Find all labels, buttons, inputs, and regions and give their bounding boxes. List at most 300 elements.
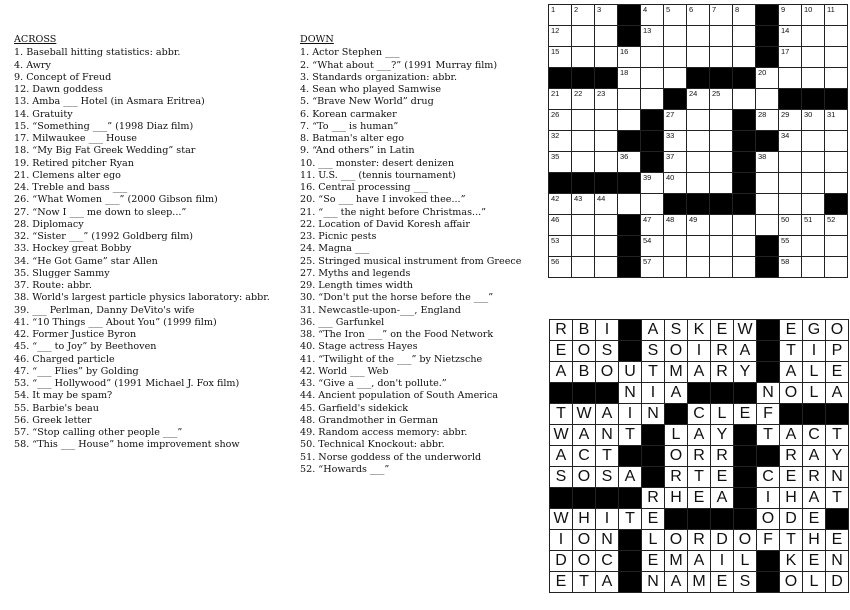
- grid-cell[interactable]: [664, 236, 687, 257]
- answer-cell: E: [826, 530, 849, 551]
- grid-cell[interactable]: [595, 131, 618, 152]
- answer-cell: E: [642, 551, 665, 572]
- grid-cell[interactable]: [687, 131, 710, 152]
- down-clue: 49. Random access memory: abbr.: [300, 427, 468, 438]
- grid-cell[interactable]: [595, 26, 618, 47]
- grid-cell[interactable]: [687, 236, 710, 257]
- down-clue: 36. ___ Garfunkel: [300, 316, 385, 328]
- black-square: [756, 5, 779, 26]
- answer-cell: S: [596, 467, 619, 488]
- grid-cell[interactable]: [595, 152, 618, 173]
- black-square: [572, 173, 595, 194]
- answer-cell: E: [711, 467, 734, 488]
- grid-cell[interactable]: [733, 257, 756, 278]
- grid-cell[interactable]: [618, 47, 641, 68]
- answer-cell: O: [573, 467, 596, 488]
- black-square: [595, 173, 618, 194]
- answer-cell: E: [550, 572, 573, 593]
- grid-cell[interactable]: [802, 26, 825, 47]
- answer-cell: E: [711, 572, 734, 593]
- grid-cell[interactable]: [825, 110, 848, 131]
- grid-cell[interactable]: [710, 131, 733, 152]
- down-clue: 9. “And others” in Latin: [300, 145, 415, 157]
- clue-number: 56: [551, 257, 560, 266]
- grid-cell[interactable]: [572, 47, 595, 68]
- across-clue: 41. “10 Things ___ About You” (1999 film): [14, 316, 217, 328]
- answer-cell: O: [573, 530, 596, 551]
- black-square: [619, 488, 642, 509]
- grid-cell[interactable]: [756, 89, 779, 110]
- grid-cell[interactable]: [802, 173, 825, 194]
- clue-number: 24: [689, 89, 698, 98]
- grid-cell[interactable]: [710, 26, 733, 47]
- grid-cell[interactable]: [572, 5, 595, 26]
- across-clue: 42. Former Justice Byron: [14, 329, 137, 340]
- grid-cell[interactable]: [618, 152, 641, 173]
- answer-cell: R: [665, 467, 688, 488]
- answer-cell: S: [596, 341, 619, 362]
- black-square: [757, 551, 780, 572]
- clue-number: 12: [551, 26, 560, 35]
- grid-cell[interactable]: [687, 89, 710, 110]
- grid-cell[interactable]: [802, 110, 825, 131]
- clue-number: 33: [666, 131, 675, 140]
- down-clue: 43. “Give a ___, don't pollute.”: [300, 378, 447, 389]
- grid-cell[interactable]: [825, 47, 848, 68]
- grid-cell[interactable]: [802, 5, 825, 26]
- answer-cell: E: [711, 320, 734, 341]
- grid-cell[interactable]: [687, 47, 710, 68]
- grid-cell[interactable]: [825, 131, 848, 152]
- black-square: [618, 173, 641, 194]
- black-square: [688, 383, 711, 404]
- across-clue: 53. “___ Hollywood” (1991 Michael J. Fox film): [14, 378, 240, 389]
- black-square: [825, 89, 848, 110]
- grid-cell[interactable]: [802, 215, 825, 236]
- black-square: [734, 488, 757, 509]
- black-square: [664, 194, 687, 215]
- answer-cell: O: [757, 509, 780, 530]
- grid-cell[interactable]: [825, 152, 848, 173]
- black-square: [572, 68, 595, 89]
- grid-cell[interactable]: [641, 26, 664, 47]
- grid-cell[interactable]: [756, 110, 779, 131]
- empty-crossword-grid: [548, 4, 848, 278]
- clue-number: 11: [827, 5, 835, 14]
- grid-cell[interactable]: [779, 5, 802, 26]
- grid-cell[interactable]: [595, 5, 618, 26]
- grid-cell[interactable]: [595, 194, 618, 215]
- black-square: [757, 572, 780, 593]
- down-clue: 38. “The Iron ___” on the Food Network: [300, 329, 494, 340]
- grid-cell[interactable]: [756, 194, 779, 215]
- answer-cell: E: [780, 320, 803, 341]
- grid-cell[interactable]: [779, 257, 802, 278]
- answer-cell: F: [757, 530, 780, 551]
- grid-cell[interactable]: [733, 5, 756, 26]
- grid-cell[interactable]: [572, 236, 595, 257]
- black-square: [757, 341, 780, 362]
- clue-number: 52: [827, 215, 836, 224]
- answer-cell: N: [619, 383, 642, 404]
- black-square: [710, 194, 733, 215]
- grid-cell[interactable]: [710, 236, 733, 257]
- grid-cell[interactable]: [549, 26, 572, 47]
- down-clue: 27. Myths and legends: [300, 267, 411, 279]
- answer-cell: E: [826, 362, 849, 383]
- grid-cell[interactable]: [710, 152, 733, 173]
- answer-cell: A: [826, 383, 849, 404]
- grid-cell[interactable]: [595, 257, 618, 278]
- down-clue: 1. Actor Stephen ___: [300, 47, 400, 59]
- across-clue: 35. Slugger Sammy: [14, 267, 110, 279]
- across-clue: 27. “Now I ___ me down to sleep...”: [14, 206, 187, 218]
- black-square: [573, 383, 596, 404]
- answer-cell: B: [573, 320, 596, 341]
- answer-cell: A: [734, 341, 757, 362]
- down-clue: 45. Garfield's sidekick: [300, 402, 409, 414]
- black-square: [826, 404, 849, 425]
- answer-cell: C: [803, 425, 826, 446]
- black-square: [734, 467, 757, 488]
- down-clue: 48. Grandmother in German: [300, 414, 439, 426]
- grid-cell[interactable]: [664, 173, 687, 194]
- grid-cell[interactable]: [664, 5, 687, 26]
- clue-number: 43: [574, 194, 583, 203]
- grid-cell[interactable]: [687, 152, 710, 173]
- down-clue: 20. “So ___ have I invoked thee...”: [300, 194, 466, 206]
- black-square: [618, 5, 641, 26]
- clue-number: 13: [643, 26, 652, 35]
- clue-number: 39: [643, 173, 652, 182]
- grid-cell[interactable]: [618, 68, 641, 89]
- across-clue: 12. Dawn goddess: [14, 84, 103, 95]
- grid-cell[interactable]: [710, 110, 733, 131]
- grid-cell[interactable]: [664, 68, 687, 89]
- grid-cell[interactable]: [664, 26, 687, 47]
- grid-cell[interactable]: [779, 215, 802, 236]
- grid-cell[interactable]: [733, 26, 756, 47]
- black-square: [756, 236, 779, 257]
- clue-number: 46: [551, 215, 560, 224]
- grid-cell[interactable]: [618, 194, 641, 215]
- grid-cell[interactable]: [802, 257, 825, 278]
- answer-cell: A: [619, 467, 642, 488]
- answer-cell: I: [757, 488, 780, 509]
- answer-cell: A: [803, 446, 826, 467]
- answer-cell: A: [573, 425, 596, 446]
- grid-cell[interactable]: [595, 215, 618, 236]
- grid-cell[interactable]: [641, 89, 664, 110]
- answer-cell: T: [550, 404, 573, 425]
- grid-cell[interactable]: [756, 215, 779, 236]
- clue-number: 4: [643, 5, 648, 14]
- black-square: [779, 89, 802, 110]
- grid-cell[interactable]: [733, 236, 756, 257]
- clue-number: 15: [551, 47, 560, 56]
- down-clue: 22. Location of David Koresh affair: [300, 218, 470, 230]
- grid-cell[interactable]: [595, 236, 618, 257]
- grid-cell[interactable]: [779, 68, 802, 89]
- across-clue: 38. World's largest particle physics laboratory: abbr.: [14, 292, 270, 304]
- answer-cell: E: [734, 404, 757, 425]
- grid-cell[interactable]: [733, 215, 756, 236]
- grid-cell[interactable]: [779, 236, 802, 257]
- down-clue: 2. “What about ___?” (1991 Murray film): [300, 59, 498, 71]
- grid-cell[interactable]: [549, 194, 572, 215]
- grid-cell[interactable]: [595, 47, 618, 68]
- across-clue: 14. Gratuity: [14, 108, 73, 120]
- grid-cell[interactable]: [825, 5, 848, 26]
- grid-cell[interactable]: [549, 257, 572, 278]
- across-clue: 54. It may be spam?: [14, 390, 113, 402]
- answer-cell: T: [780, 341, 803, 362]
- clue-number: 54: [643, 236, 652, 245]
- answer-cell: I: [711, 551, 734, 572]
- down-clue: 4. Sean who played Samwise: [300, 84, 442, 95]
- grid-cell[interactable]: [687, 5, 710, 26]
- answer-cell: T: [780, 530, 803, 551]
- answer-cell: A: [665, 572, 688, 593]
- grid-cell[interactable]: [825, 26, 848, 47]
- down-clue: 3. Standards organization: abbr.: [300, 71, 458, 83]
- grid-cell[interactable]: [641, 47, 664, 68]
- down-clue: 7. “To ___ is human”: [300, 120, 399, 132]
- grid-cell[interactable]: [664, 215, 687, 236]
- grid-cell[interactable]: [825, 68, 848, 89]
- down-clue: 5. “Brave New World” drug: [300, 96, 434, 108]
- black-square: [549, 173, 572, 194]
- answer-cell: C: [573, 446, 596, 467]
- black-square: [618, 26, 641, 47]
- answer-cell: I: [803, 341, 826, 362]
- grid-cell[interactable]: [802, 131, 825, 152]
- grid-cell[interactable]: [779, 173, 802, 194]
- answer-cell: E: [780, 467, 803, 488]
- clue-number: 27: [666, 110, 675, 119]
- black-square: [619, 341, 642, 362]
- across-clue: 57. “Stop calling other people ___”: [14, 427, 183, 438]
- black-square: [642, 425, 665, 446]
- black-square: [664, 89, 687, 110]
- answer-cell: A: [642, 320, 665, 341]
- grid-cell[interactable]: [595, 89, 618, 110]
- grid-cell[interactable]: [687, 215, 710, 236]
- clue-number: 58: [781, 257, 790, 266]
- grid-cell[interactable]: [779, 110, 802, 131]
- black-square: [757, 362, 780, 383]
- answer-cell: A: [688, 425, 711, 446]
- across-clue: 47. “___ Flies” by Golding: [14, 365, 139, 377]
- black-square: [711, 509, 734, 530]
- answer-cell: R: [780, 446, 803, 467]
- answer-cell: W: [573, 404, 596, 425]
- grid-cell[interactable]: [549, 5, 572, 26]
- answer-cell: H: [780, 488, 803, 509]
- answer-cell: W: [550, 425, 573, 446]
- black-square: [595, 68, 618, 89]
- answer-cell: A: [803, 488, 826, 509]
- answer-cell: O: [665, 341, 688, 362]
- grid-cell[interactable]: [710, 257, 733, 278]
- answer-cell: C: [596, 551, 619, 572]
- grid-cell[interactable]: [664, 47, 687, 68]
- grid-cell[interactable]: [710, 89, 733, 110]
- grid-cell[interactable]: [572, 131, 595, 152]
- answer-cell: A: [780, 362, 803, 383]
- grid-cell[interactable]: [825, 257, 848, 278]
- grid-cell[interactable]: [641, 173, 664, 194]
- black-square: [641, 131, 664, 152]
- grid-cell[interactable]: [756, 68, 779, 89]
- clue-number: 18: [620, 68, 629, 77]
- black-square: [826, 509, 849, 530]
- grid-cell[interactable]: [549, 215, 572, 236]
- black-square: [756, 257, 779, 278]
- grid-cell[interactable]: [572, 257, 595, 278]
- clue-number: 21: [551, 89, 560, 98]
- black-square: [756, 131, 779, 152]
- answer-cell: H: [665, 488, 688, 509]
- grid-cell[interactable]: [687, 26, 710, 47]
- answer-cell: R: [688, 530, 711, 551]
- down-clue: 16. Central processing ___: [300, 182, 429, 193]
- answer-cell: N: [757, 383, 780, 404]
- grid-cell[interactable]: [710, 47, 733, 68]
- grid-cell[interactable]: [733, 47, 756, 68]
- answer-cell: A: [711, 488, 734, 509]
- grid-cell[interactable]: [572, 110, 595, 131]
- clue-number: 47: [643, 215, 652, 224]
- answer-cell: K: [780, 551, 803, 572]
- grid-cell[interactable]: [687, 110, 710, 131]
- grid-cell[interactable]: [549, 110, 572, 131]
- grid-cell[interactable]: [641, 68, 664, 89]
- grid-cell[interactable]: [756, 152, 779, 173]
- answer-cell: M: [665, 362, 688, 383]
- grid-cell[interactable]: [710, 173, 733, 194]
- grid-cell[interactable]: [710, 215, 733, 236]
- answer-cell: I: [596, 509, 619, 530]
- black-square: [733, 110, 756, 131]
- across-clue: 26. “What Women ___” (2000 Gibson film): [14, 194, 218, 206]
- clue-number: 50: [781, 215, 790, 224]
- down-clue: 11. U.S. ___ (tennis tournament): [300, 169, 456, 181]
- answer-cell: T: [573, 572, 596, 593]
- grid-cell[interactable]: [572, 215, 595, 236]
- grid-cell[interactable]: [802, 236, 825, 257]
- grid-cell[interactable]: [687, 257, 710, 278]
- grid-cell[interactable]: [549, 89, 572, 110]
- answer-cell: A: [596, 572, 619, 593]
- grid-cell[interactable]: [641, 257, 664, 278]
- answer-cell: D: [711, 530, 734, 551]
- clue-number: 51: [804, 215, 813, 224]
- grid-cell[interactable]: [802, 152, 825, 173]
- grid-cell[interactable]: [802, 68, 825, 89]
- black-square: [596, 488, 619, 509]
- across-clue: 46. Charged particle: [14, 353, 115, 365]
- grid-cell[interactable]: [825, 173, 848, 194]
- grid-cell[interactable]: [779, 26, 802, 47]
- black-square: [618, 257, 641, 278]
- grid-cell[interactable]: [779, 47, 802, 68]
- grid-cell[interactable]: [618, 110, 641, 131]
- clue-number: 40: [666, 173, 675, 182]
- grid-cell[interactable]: [664, 257, 687, 278]
- black-square: [711, 383, 734, 404]
- grid-cell[interactable]: [825, 215, 848, 236]
- grid-cell[interactable]: [641, 5, 664, 26]
- grid-cell[interactable]: [549, 47, 572, 68]
- answer-cell: E: [688, 488, 711, 509]
- grid-cell[interactable]: [572, 89, 595, 110]
- grid-cell[interactable]: [687, 173, 710, 194]
- clue-number: 14: [781, 26, 790, 35]
- down-clue: 41. “Twilight of the ___” by Nietzsche: [300, 353, 483, 365]
- answer-cell: W: [734, 320, 757, 341]
- grid-cell[interactable]: [549, 152, 572, 173]
- grid-cell[interactable]: [664, 152, 687, 173]
- grid-cell[interactable]: [710, 5, 733, 26]
- black-square: [573, 488, 596, 509]
- answer-cell: L: [711, 404, 734, 425]
- grid-cell[interactable]: [641, 215, 664, 236]
- across-clue: 4. Awry: [14, 59, 51, 71]
- answer-cell: R: [711, 446, 734, 467]
- answer-cell: T: [619, 509, 642, 530]
- across-clue: 34. “He Got Game” star Allen: [14, 255, 158, 267]
- answer-cell: I: [596, 320, 619, 341]
- grid-cell[interactable]: [825, 236, 848, 257]
- black-square: [734, 425, 757, 446]
- clue-number: 26: [551, 110, 560, 119]
- answer-cell: L: [803, 362, 826, 383]
- answer-cell: N: [596, 530, 619, 551]
- answer-cell: R: [642, 488, 665, 509]
- grid-cell[interactable]: [733, 89, 756, 110]
- grid-cell[interactable]: [779, 152, 802, 173]
- black-square: [733, 131, 756, 152]
- down-clue: 52. “Howards ___”: [300, 463, 390, 475]
- grid-cell[interactable]: [572, 194, 595, 215]
- answer-cell: N: [826, 551, 849, 572]
- answer-cell: S: [550, 467, 573, 488]
- grid-cell[interactable]: [779, 131, 802, 152]
- grid-cell[interactable]: [572, 26, 595, 47]
- grid-cell[interactable]: [641, 236, 664, 257]
- across-clue: 19. Retired pitcher Ryan: [14, 157, 134, 169]
- answer-cell: E: [550, 341, 573, 362]
- grid-cell[interactable]: [572, 152, 595, 173]
- answer-cell: L: [803, 572, 826, 593]
- grid-cell[interactable]: [802, 47, 825, 68]
- grid-cell[interactable]: [664, 110, 687, 131]
- black-square: [688, 509, 711, 530]
- grid-cell[interactable]: [618, 89, 641, 110]
- grid-cell[interactable]: [802, 194, 825, 215]
- grid-cell[interactable]: [756, 173, 779, 194]
- black-square: [618, 236, 641, 257]
- black-square: [733, 173, 756, 194]
- grid-cell[interactable]: [549, 236, 572, 257]
- clue-number: 57: [643, 257, 652, 266]
- grid-cell[interactable]: [595, 110, 618, 131]
- grid-cell[interactable]: [779, 194, 802, 215]
- grid-cell[interactable]: [664, 131, 687, 152]
- grid-cell[interactable]: [549, 131, 572, 152]
- grid-cell[interactable]: [641, 194, 664, 215]
